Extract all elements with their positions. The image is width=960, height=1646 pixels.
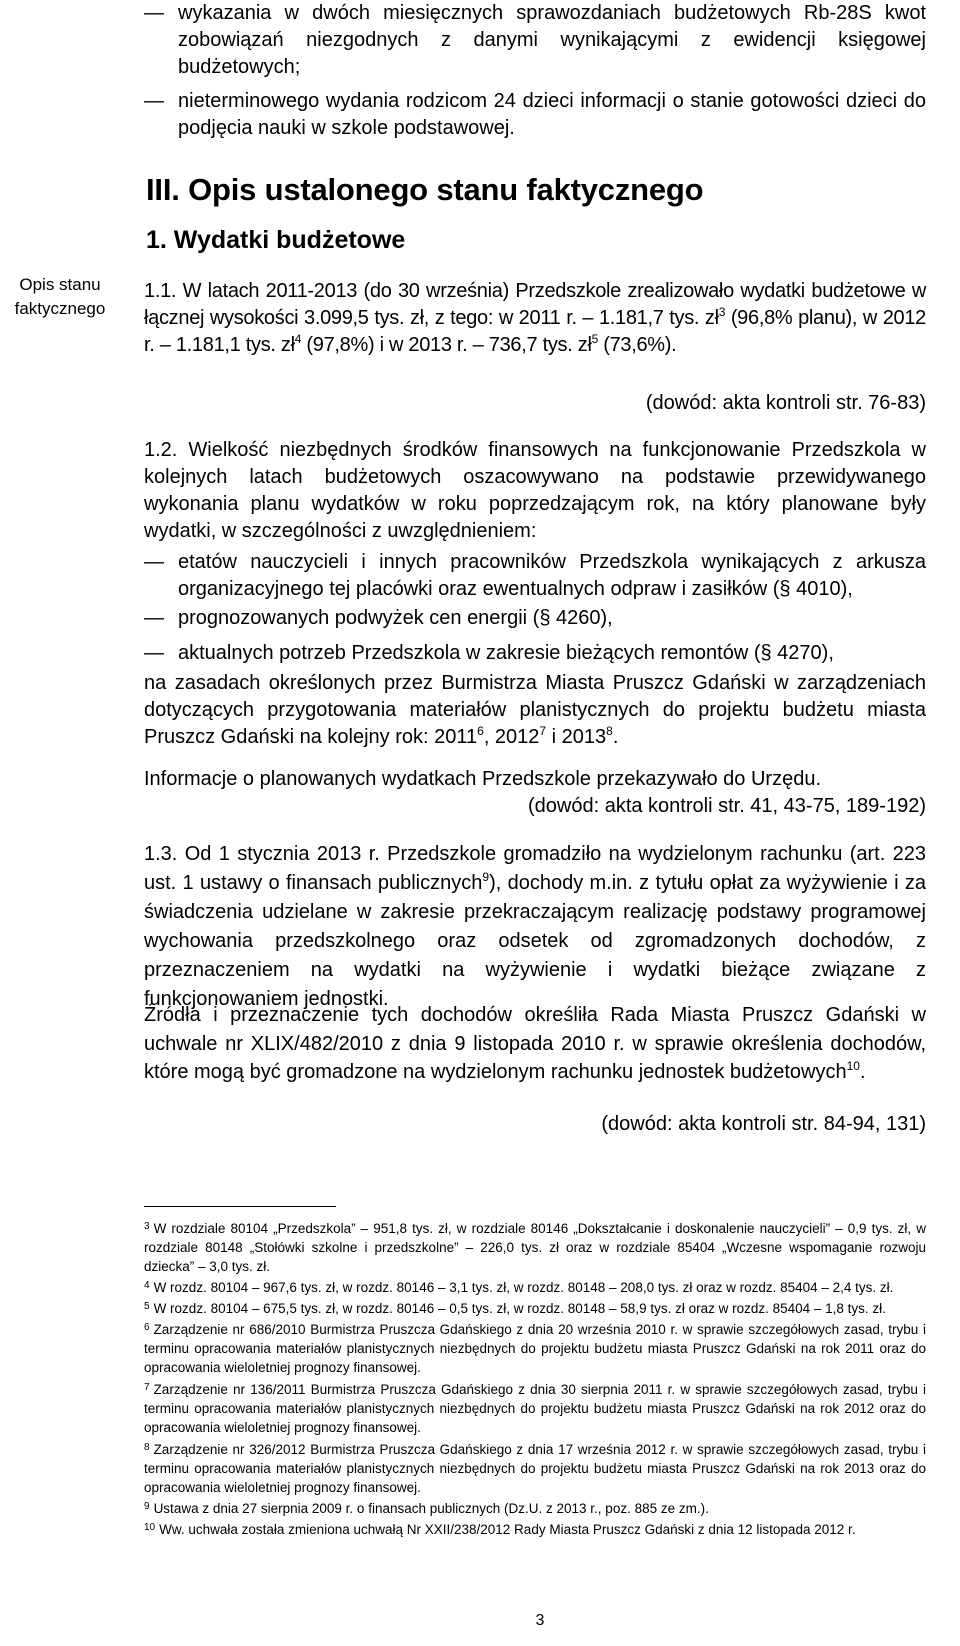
cost-bullet-3: — aktualnych potrzeb Przedszkola w zakresie bieżących remontów (§ 4270), [144,640,926,667]
dash-icon: — [144,90,164,112]
paragraph-1-3: 1.3. Od 1 stycznia 2013 r. Przedszkole gromadziło na wydzielonym rachunku (art. 223 ust. 1 ustawy o finansach publicznych$^9$), dochody m.in. z tytułu opłat za wyżywienie i za świadczenia udzielane w zakresie przekraczającym realizację podstawy programowej wychowania przedszkolnego oraz odsetek od zgromadzonych dochodów, z przeznaczeniem na wydatki na wyżywienie i wydatki bieżące związane z funkcjonowaniem jednostki. [144,843,926,1010]
cost-bullet-1: — etatów nauczycieli i innych pracowników Przedszkola wynikających z arkusza organizacyjnego tej placówki oraz ewentualnych odpraw i zasiłków (§ 4010), [144,551,926,600]
evidence-note: (dowód: akta kontroli str. 41, 43-75, 189-192) [527,795,926,817]
footnote-ref: 6 [477,724,484,738]
evidence-note: (dowód: akta kontroli str. 84-94, 131) [601,1113,926,1135]
footnote-6: $^6$ Zarządzenie nr 686/2010 Burmistrza Pruszcza Gdańskiego z dnia 20 września 2010 r. w sprawie szczegółowych zasad, trybu i terminu opracowania materiałów planistycznych niezbędnych do projektu budżetu miasta Pruszcz Gdański na rok 2011 oraz do opracowania wieloletniej prognozy finansowej. [144,1322,926,1375]
paragraph-1-2: 1.2. Wielkość niezbędnych środków finansowych na funkcjonowanie Przedszkola w kolejnych latach budżetowych oszacowywano na podstawie przewidywanego wykonania planu wydatków w roku poprzedzającym rok, na który planowane były wydatki, w szczególności z uwzględnieniem: [144,439,926,542]
dash-icon: — [144,642,164,664]
footnote-9: $^9$ Ustawa z dnia 27 sierpnia 2009 r. o finansach publicznych (Dz.U. z 2013 r., poz. 885 ze zm.). [144,1501,709,1516]
footnote-ref: 3 [718,305,726,319]
intro-bullet-2: — nieterminowego wydania rodzicom 24 dzieci informacji o stanie gotowości dzieci do podjęcia nauki w szkole podstawowej. [144,90,926,139]
footnote-ref: 9 [482,870,490,884]
page-number: 3 [535,1612,545,1629]
footnote-7: $^7$ Zarządzenie nr 136/2011 Burmistrza Pruszcza Gdańskiego z dnia 30 sierpnia 2011 r. w sprawie szczegółowych zasad, trybu i terminu opracowania materiałów planistycznych niezbędnych do projektu budżetu miasta Pruszcz Gdański na rok 2012 oraz do opracowania wieloletniej prognozy finansowej. [144,1382,926,1435]
footnote-ref: 8 [606,724,613,738]
footnote-5: $^5$ W rozdz. 80104 – 675,5 tys. zł, w rozdz. 80146 – 0,5 tys. zł, w rozdz. 80148 – 58,9 tys. zł oraz w rozdz. 85404 – 1,8 tys. zł. [144,1301,886,1316]
section-heading: III. Opis ustalonego stanu faktycznego [146,172,704,207]
cost-bullet-2: — prognozowanych podwyżek cen energii (§ 4260), [144,605,926,632]
footnote-ref: 7 [539,724,547,738]
footnote-8: $^8$ Zarządzenie nr 326/2012 Burmistrza Pruszcza Gdańskiego z dnia 17 września 2012 r. w sprawie szczegółowych zasad, trybu i terminu opracowania materiałów planistycznych niezbędnych do projektu budżetu miasta Pruszcz Gdański na rok 2013 oraz do opracowania wieloletniej prognozy finansowej. [144,1442,926,1495]
footnote-ref: 10 [846,1059,860,1073]
dash-icon: — [144,607,164,629]
dash-icon: — [144,551,164,573]
footnote-3: $^3$ W rozdziale 80104 „Przedszkola” – 951,8 tys. zł, w rozdziale 80146 „Dokształcanie i doskonalenie nauczycieli” – 0,9 tys. zł, w rozdziale 80148 „Stołówki szkolne i przedszkolne” – 226,0 tys. zł oraz w rozdziale 85404 „Wczesne wspomaganie rozwoju dziecka” – 3,0 tys. zł. [144,1221,926,1274]
paragraph-1-2-outro: na zasadach określonych przez Burmistrza Miasta Pruszcz Gdański w zarządzeniach dotyczących przygotowania materiałów planistycznych do projektu budżetu miasta Pruszcz Gdański na kolejny rok: 2011$^6$, 2012$^7$ i 2013$^8$. [144,672,926,748]
footnote-separator [144,1206,336,1207]
footnote-ref: 4 [294,332,302,346]
evidence-note: (dowód: akta kontroli str. 76-83) [645,392,926,414]
paragraph-sources: Źródła i przeznaczenie tych dochodów określiła Rada Miasta Pruszcz Gdański w uchwale nr XLIX/482/2010 z dnia 9 listopada 2010 r. w sprawie określenia dochodów, które mogą być gromadzone na wydzielonym rachunku jednostek budżetowych$^{10}$. [144,1004,926,1083]
subsection-heading: 1. Wydatki budżetowe [146,226,406,254]
intro-bullet-1: — wykazania w dwóch miesięcznych sprawozdaniach budżetowych Rb-28S kwot zobowiązań niezgodnych z danymi wynikającymi z ewidencji księgowej budżetowych; [144,2,926,78]
footnote-ref: 5 [591,332,598,346]
info-paragraph: Informacje o planowanych wydatkach Przedszkole przekazywało do Urzędu. [144,768,822,790]
paragraph-1-1: 1.1. W latach 2011-2013 (do 30 września) Przedszkole zrealizowało wydatki budżetowe w łącznej wysokości 3.099,5 tys. zł, z tego: w 2011 r. – 1.181,7 tys. $zł^3$ (96,8% planu), w 2012 r. – 1.181,1 tys. $zł^4$ (97,8%) i w 2013 r. – 736,7 tys. $zł^5$ (73,6%). [144,280,926,356]
dash-icon: — [144,2,164,24]
footnote-4: $^4$ W rozdz. 80104 – 967,6 tys. zł, w rozdz. 80146 – 3,1 tys. zł, w rozdz. 80148 – 208,0 tys. zł oraz w rozdz. 85404 – 2,4 tys. zł. [144,1280,894,1295]
footnote-10: $^{10}$ Ww. uchwała została zmieniona uchwałą Nr XXII/238/2012 Rady Miasta Pruszcz Gdański z dnia 12 listopada 2012 r. [144,1522,856,1537]
margin-note: Opis stanu faktycznego [14,275,106,318]
